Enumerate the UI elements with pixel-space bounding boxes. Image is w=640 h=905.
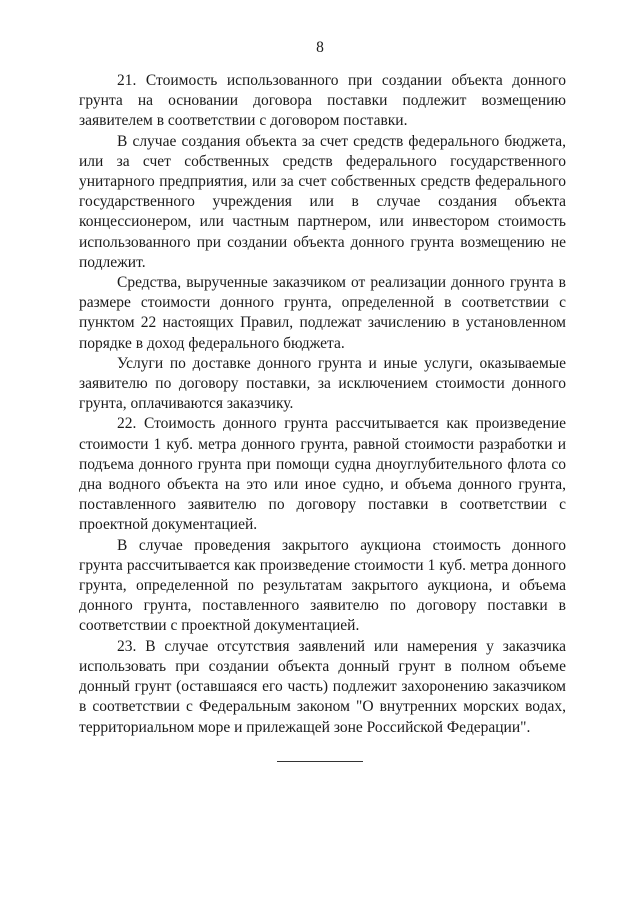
paragraph-21-federal-budget: В случае создания объекта за счет средств федерального бюджета, или за счет собственных средств федерального государственного унитарного предприятия, или за счет собственных средств федерального государственного учреждения или в случае создания объекта концессионером, или частным партнером, или инвестором стоимость использованного при создании объекта донного грунта возмещению не подлежит. [79,132,566,271]
paragraph-21-proceeds: Средства, вырученные заказчиком от реализации донного грунта в размере стоимости донного грунта, определенной в соответствии с пунктом 22 настоящих Правил, подлежат зачислению в установленном порядке в доход федерального бюджета. [79,274,566,352]
document-body [79,71,566,738]
page-number: 8 [316,39,324,56]
paragraph-22-closed-auction: В случае проведения закрытого аукциона стоимость донного грунта рассчитывается как произведение стоимости 1 куб. метра донного грунта, определенной по результатам закрытого аукциона, и объема донного грунта, поставленного заявителю по договору поставки в соответствии с проектной документацией. [79,536,566,635]
paragraph-23: 23. В случае отсутствия заявлений или намерения у заказчика использовать при создании объекта донный грунт в полном объеме донный грунт (оставшаяся его часть) подлежит захоронению заказчиком в соответствии с Федеральным законом "О внутренних морских водах, территориальном море и прилежащей зоне Российской Федерации". [79,637,566,736]
paragraph-22: 22. Стоимость донного грунта рассчитывается как произведение стоимости 1 куб. метра донного грунта, равной стоимости разработки и подъема донного грунта при помощи судна дноуглубительного флота со дна водного объекта на это или иное судно, и объема донного грунта, поставленного заявителю по договору поставки в соответствии с проектной документацией. [79,415,566,534]
end-of-document-rule [277,761,363,762]
paragraph-21: 21. Стоимость использованного при создании объекта донного грунта на основании договора поставки подлежит возмещению заявителем в соответствии с договором поставки. [79,72,566,130]
paragraph-21-delivery-services: Услуги по доставке донного грунта и иные услуги, оказываемые заявителю по договору поставки, за исключением стоимости донного грунта, оплачиваются заказчику. [79,354,566,413]
